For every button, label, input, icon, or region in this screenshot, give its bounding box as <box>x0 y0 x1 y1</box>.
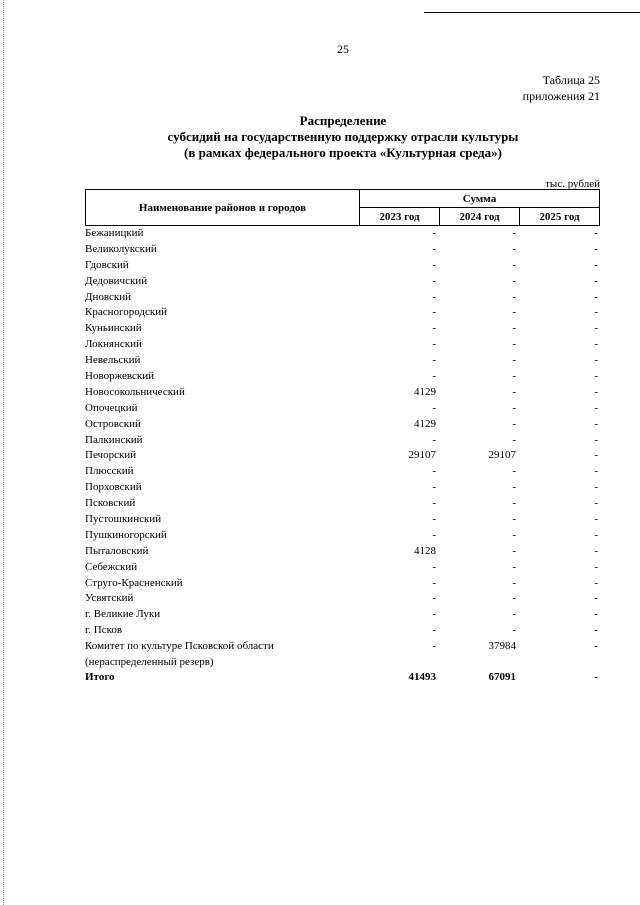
value-2023: - <box>432 576 436 589</box>
value-2025: - <box>594 576 598 589</box>
row-name: Пушкиногорский <box>85 528 167 541</box>
value-2025: - <box>594 544 598 557</box>
row-name: Дедовичский <box>85 274 148 287</box>
row-name: Пыталовский <box>85 544 149 557</box>
row-name: Плюсский <box>85 465 134 478</box>
title-line2: субсидий на государственную поддержку отрасли культуры <box>167 129 519 144</box>
table-row <box>85 575 600 591</box>
table-row <box>85 352 600 368</box>
value-2023: - <box>432 322 436 335</box>
row-name: Великолукский <box>85 242 157 255</box>
row-name: Дновский <box>85 290 132 303</box>
table-row <box>85 511 600 527</box>
value-2023: - <box>432 242 436 255</box>
value-2023: - <box>432 306 436 319</box>
value-2024: - <box>512 528 516 541</box>
row-name: Порховский <box>85 481 142 494</box>
table-row <box>85 543 600 559</box>
value-2024: - <box>512 465 516 478</box>
value-2025: - <box>594 433 598 446</box>
row-name: Локнянский <box>85 338 142 351</box>
value-2024: - <box>512 290 516 303</box>
table-ref-line2: приложения 21 <box>522 89 600 103</box>
value-2025: - <box>594 370 598 383</box>
value-2024: 29107 <box>488 449 516 462</box>
table-row <box>85 225 600 241</box>
table-row <box>85 590 600 606</box>
value-2024: - <box>512 385 516 398</box>
units-label: тыс. рублей <box>545 178 600 190</box>
value-2023: - <box>432 338 436 351</box>
table-header <box>85 189 600 226</box>
value-2024: - <box>512 338 516 351</box>
table-row <box>85 368 600 384</box>
value-2025: - <box>594 354 598 367</box>
value-2023: - <box>432 513 436 526</box>
table-row <box>85 495 600 511</box>
total-2024: 67091 <box>488 671 516 684</box>
table-row <box>85 606 600 622</box>
value-2023: 4128 <box>414 544 436 557</box>
value-2025: - <box>594 338 598 351</box>
value-2025: - <box>594 624 598 637</box>
value-2023: - <box>432 258 436 271</box>
value-2024: - <box>512 306 516 319</box>
table-row <box>85 257 600 273</box>
row-name: Пустошкинский <box>85 513 162 526</box>
value-2025: - <box>594 385 598 398</box>
value-2024: - <box>512 544 516 557</box>
table-row <box>85 336 600 352</box>
value-2024: - <box>512 258 516 271</box>
value-2025: - <box>594 449 598 462</box>
value-2025: - <box>594 592 598 605</box>
row-name: Усвятский <box>85 592 134 605</box>
value-2023: - <box>432 640 436 653</box>
table-row <box>85 289 600 305</box>
row-name: Палкинский <box>85 433 143 446</box>
value-2025: - <box>594 481 598 494</box>
table-row <box>85 416 600 432</box>
table-row <box>85 559 600 575</box>
value-2024: - <box>512 608 516 621</box>
row-name: Себежский <box>85 560 138 573</box>
value-2024: - <box>512 417 516 430</box>
value-2025: - <box>594 401 598 414</box>
value-2023: 29107 <box>408 449 436 462</box>
value-2023: - <box>432 354 436 367</box>
table-reference <box>523 72 600 104</box>
value-2023: - <box>432 401 436 414</box>
row-name: г. Великие Луки <box>85 608 161 621</box>
value-2023: - <box>432 560 436 573</box>
table-row <box>85 447 600 463</box>
committee-name-line2: (нераспределенный резерв) <box>85 656 214 669</box>
row-name <box>85 638 274 670</box>
row-name: г. Псков <box>85 624 123 637</box>
row-name: Красногородский <box>85 306 168 319</box>
table-row <box>85 432 600 448</box>
title-line1: Распределение <box>299 113 387 128</box>
value-2025: - <box>594 513 598 526</box>
row-name: Новоржевский <box>85 370 155 383</box>
table-row <box>85 320 600 336</box>
row-name: Печорский <box>85 449 137 462</box>
value-2024: - <box>512 354 516 367</box>
value-2025: - <box>594 242 598 255</box>
value-2024: - <box>512 227 516 239</box>
total-2025: - <box>594 671 598 684</box>
value-2024: 37984 <box>488 640 516 653</box>
header-2025: 2025 год <box>520 208 600 226</box>
value-2025: - <box>594 258 598 271</box>
table-row <box>85 273 600 289</box>
total-label: Итого <box>85 671 115 684</box>
value-2025: - <box>594 417 598 430</box>
value-2023: - <box>432 592 436 605</box>
value-2024: - <box>512 560 516 573</box>
table-row <box>85 463 600 479</box>
total-2023: 41493 <box>408 671 436 684</box>
value-2024: - <box>512 576 516 589</box>
row-name: Островский <box>85 417 141 430</box>
value-2023: - <box>432 497 436 510</box>
table-row <box>85 400 600 416</box>
value-2023: - <box>432 528 436 541</box>
table-row <box>85 304 600 320</box>
value-2025: - <box>594 497 598 510</box>
committee-name-line1: Комитет по культуре Псковской области <box>85 640 274 653</box>
value-2024: - <box>512 513 516 526</box>
value-2025: - <box>594 528 598 541</box>
value-2023: - <box>432 465 436 478</box>
row-name: Опочецкий <box>85 401 138 414</box>
value-2023: - <box>432 608 436 621</box>
table-row <box>85 241 600 257</box>
table-row <box>85 479 600 495</box>
value-2024: - <box>512 242 516 255</box>
row-name: Псковский <box>85 497 136 510</box>
header-2023: 2023 год <box>360 208 440 226</box>
value-2023: 4129 <box>414 385 436 398</box>
header-name: Наименование районов и городов <box>86 190 360 226</box>
header-sum: Сумма <box>360 190 600 208</box>
row-name: Струго-Красненский <box>85 576 183 589</box>
value-2024: - <box>512 592 516 605</box>
value-2025: - <box>594 227 598 239</box>
value-2023: - <box>432 274 436 287</box>
value-2023: 4129 <box>414 417 436 430</box>
value-2023: - <box>432 227 436 239</box>
value-2024: - <box>512 481 516 494</box>
value-2025: - <box>594 274 598 287</box>
value-2024: - <box>512 401 516 414</box>
document-title <box>0 113 640 161</box>
title-line3: (в рамках федерального проекта «Культурная среда») <box>184 145 502 160</box>
row-name: Невельский <box>85 354 141 367</box>
value-2025: - <box>594 290 598 303</box>
table-row <box>85 384 600 400</box>
header-2024: 2024 год <box>440 208 520 226</box>
value-2025: - <box>594 608 598 621</box>
value-2025: - <box>594 306 598 319</box>
value-2025: - <box>594 322 598 335</box>
table-ref-line1: Таблица 25 <box>542 73 600 87</box>
row-name: Гдовский <box>85 258 129 271</box>
top-border-line <box>424 12 640 13</box>
table-body <box>85 225 600 685</box>
value-2023: - <box>432 370 436 383</box>
value-2025: - <box>594 640 598 653</box>
value-2024: - <box>512 274 516 287</box>
table-row <box>85 622 600 638</box>
value-2023: - <box>432 290 436 303</box>
table-row <box>85 527 600 543</box>
value-2024: - <box>512 433 516 446</box>
row-name: Куньинский <box>85 322 142 335</box>
row-name: Бежаницкий <box>85 227 144 239</box>
value-2023: - <box>432 624 436 637</box>
committee-row <box>85 638 600 669</box>
value-2023: - <box>432 433 436 446</box>
value-2024: - <box>512 624 516 637</box>
row-name: Новосокольнический <box>85 385 185 398</box>
value-2025: - <box>594 560 598 573</box>
value-2024: - <box>512 370 516 383</box>
value-2025: - <box>594 465 598 478</box>
value-2024: - <box>512 322 516 335</box>
value-2023: - <box>432 481 436 494</box>
page-number: 25 <box>337 42 349 56</box>
total-row <box>85 669 600 685</box>
value-2024: - <box>512 497 516 510</box>
